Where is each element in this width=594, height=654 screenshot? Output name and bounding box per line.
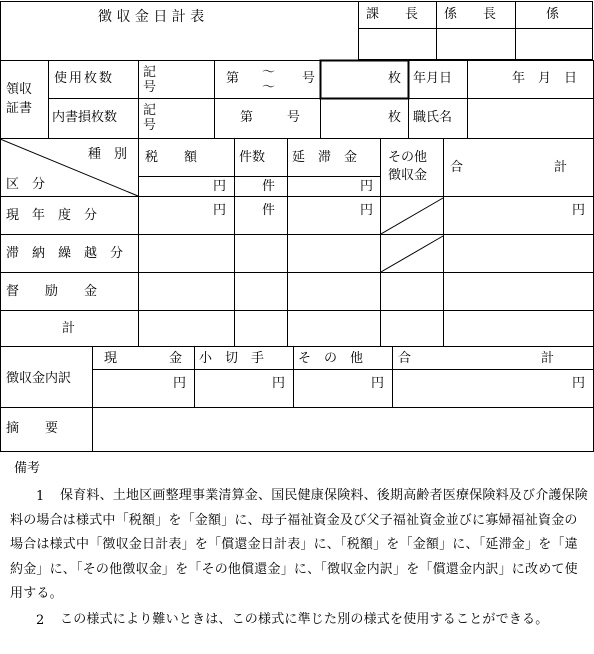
wave-2: 〜 [262,80,276,95]
unit-ken: 件 [262,179,276,194]
approval-head-kakaricho: 係 長 [444,7,497,22]
col-late: 延 滞 金 [292,150,358,165]
summary-label: 摘 要 [6,421,59,436]
row-current-yen-tax: 円 [213,203,227,218]
notes-heading: 備考 [14,461,41,476]
mai-1: 枚 [388,71,402,86]
mai-2: 枚 [388,110,402,125]
wave-1: 〜 [262,65,276,80]
breakdown-other: そ の 他 [298,351,364,366]
header-type: 種 別 [88,147,128,162]
receipt-label-1: 領収 [6,82,33,97]
go-2: 号 [287,110,301,125]
row-label-current: 現 年 度 分 [6,208,98,223]
kigo-2b: 号 [143,118,157,133]
note-1-number: 1 [36,489,45,504]
breakdown-yen-total: 円 [572,376,586,391]
go-1: 号 [302,71,316,86]
col-other-2: 徴収金 [388,168,428,183]
dai-2: 第 [240,110,254,125]
form-title: 徴 収 金 日 計 表 [98,9,205,25]
kigo-1b: 号 [143,80,157,95]
note-2-number: 2 [36,613,45,628]
approval-head-kakari: 係 [546,7,560,22]
breakdown-total: 合 計 [398,351,555,366]
col-tax: 税 額 [145,150,198,165]
row-label-total: 計 [62,321,76,336]
name-label: 職氏名 [413,110,453,125]
kigo-1a: 記 [143,65,157,80]
dai-1: 第 [226,71,240,86]
col-other-1: その他 [388,150,428,165]
date-value: 年 月 日 [512,71,578,86]
header-kubun: 区 分 [6,177,46,192]
row-current-ken: 件 [262,203,276,218]
breakdown-label: 徴収金内訳 [6,371,72,386]
receipt-label-2: 証書 [6,101,33,116]
used-count-label: 使用枚数 [54,71,115,86]
breakdown-yen-cash: 円 [173,376,187,391]
breakdown-cash: 現 金 [104,351,183,366]
note-1-text: 保育料、土地区画整理事業清算金、国民健康保険料、後期高齢者医療保険料及び介護保険料の場合は様式中「税額」を「金額」に、母子福祉資金及び父子福祉資金並びに寡婦福祉資金の場合は様式中「徴収金日計表」を「償還金日計表」に、「税額」を「金額」に、「延滞金」を「違約金」に、「その他徴収金」を「その他償還金」に、「徴収金内訳」を「償還金内訳」に改めて使用する。 [10,488,589,601]
row-label-arrears: 滞 納 繰 越 分 [6,246,124,261]
col-total: 合 計 [450,160,568,175]
col-count: 件数 [239,150,266,165]
unit-yen-late: 円 [360,179,374,194]
approval-head-kacho: 課 長 [366,7,419,22]
breakdown-yen-check: 円 [272,376,286,391]
unit-yen-tax: 円 [213,179,227,194]
damaged-count-label: 内書損枚数 [52,110,118,125]
date-label: 年月日 [413,71,453,86]
row-current-yen-late: 円 [360,203,374,218]
row-label-encourage: 督 励 金 [6,284,98,299]
row-current-yen-total: 円 [572,203,586,218]
kigo-2a: 記 [143,103,157,118]
note-2-text: この様式により難いときは、この様式に準じた別の様式を使用することができる。 [60,612,549,627]
breakdown-yen-other: 円 [371,376,385,391]
breakdown-check: 小 切 手 [199,351,265,366]
